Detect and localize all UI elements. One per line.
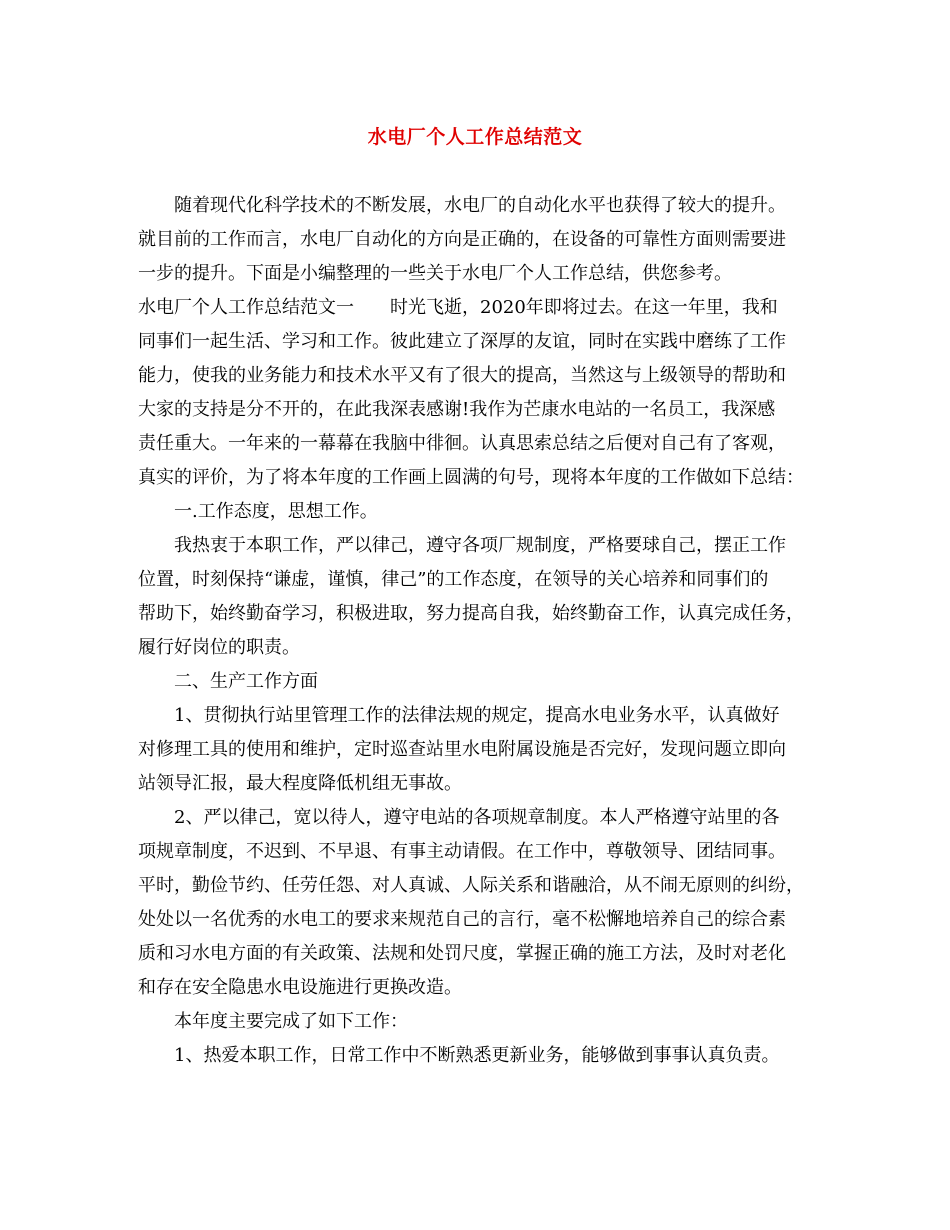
text-line: 和存在安全隐患水电设施进行更换改造。 — [138, 977, 462, 998]
document-body — [138, 189, 818, 1073]
text-line: 2、严以律己，宽以待人，遵守电站的各项规章制度。本人严格遵守站里的各 — [174, 807, 780, 828]
text-line: 责任重大。一年来的一幕幕在我脑中徘徊。认真思索总结之后便对自己有了客观， — [138, 433, 786, 454]
text-line: 处处以一名优秀的水电工的要求来规范自己的言行，毫不松懈地培养自己的综合素 — [138, 909, 786, 930]
text-line: 履行好岗位的职责。 — [138, 637, 300, 658]
section-heading: 二、生产工作方面 — [174, 671, 318, 692]
text-line: 我热衷于本职工作，严以律己，遵守各项厂规制度，严格要球自己，摆正工作 — [174, 535, 786, 556]
text-line: 就目前的工作而言，水电厂自动化的方向是正确的，在设备的可靠性方面则需要进 — [138, 229, 786, 250]
text-line: 大家的支持是分不开的，在此我深表感谢!我作为芒康水电站的一名员工，我深感 — [138, 399, 776, 420]
text-line: 真实的评价，为了将本年度的工作画上圆满的句号，现将本年度的工作做如下总结： — [138, 467, 804, 488]
text-line: 位置，时刻保持“谦虚，谨慎，律己”的工作态度，在领导的关心培养和同事们的 — [138, 569, 769, 590]
text-line: 1、热爱本职工作，日常工作中不断熟悉更新业务，能够做到事事认真负责。 — [174, 1045, 780, 1066]
text-line: 项规章制度，不迟到、不早退、有事主动请假。在工作中，尊敬领导、团结同事。 — [138, 841, 786, 862]
text-line: 平时，勤俭节约、任劳任怨、对人真诚、人际关系和谐融洽，从不闹无原则的纠纷， — [138, 875, 804, 896]
text-line: 水电厂个人工作总结范文一 时光飞逝，2020年即将过去。在这一年里，我和 — [138, 297, 778, 318]
text-line: 随着现代化科学技术的不断发展，水电厂的自动化水平也获得了较大的提升。 — [174, 195, 786, 216]
text-line: 一步的提升。下面是小编整理的一些关于水电厂个人工作总结，供您参考。 — [138, 263, 732, 284]
text-line: 质和习水电方面的有关政策、法规和处罚尺度，掌握正确的施工方法，及时对老化 — [138, 943, 786, 964]
text-line: 1、贯彻执行站里管理工作的法律法规的规定，提高水电业务水平，认真做好 — [174, 705, 780, 726]
section-heading: 一.工作态度，思想工作。 — [174, 501, 378, 522]
text-line: 同事们一起生活、学习和工作。彼此建立了深厚的友谊，同时在实践中磨练了工作 — [138, 331, 786, 352]
text-line: 站领导汇报，最大程度降低机组无事故。 — [138, 773, 462, 794]
text-line: 帮助下，始终勤奋学习，积极进取，努力提高自我，始终勤奋工作，认真完成任务， — [138, 603, 804, 624]
text-line: 能力，使我的业务能力和技术水平又有了很大的提高，当然这与上级领导的帮助和 — [138, 365, 786, 386]
document-title: 水电厂个人工作总结范文 — [367, 126, 583, 148]
text-line: 对修理工具的使用和维护，定时巡查站里水电附属设施是否完好，发现问题立即向 — [138, 739, 786, 760]
section-heading: 本年度主要完成了如下工作： — [174, 1011, 408, 1032]
